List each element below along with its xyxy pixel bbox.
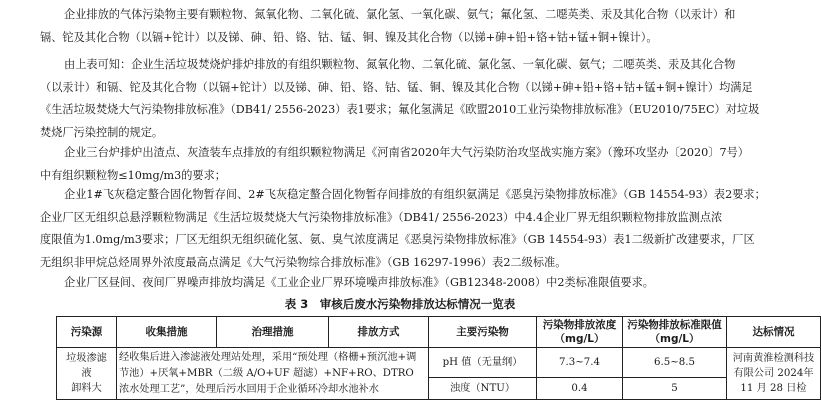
table-row [57, 348, 821, 378]
wastewater-table [56, 316, 821, 400]
paragraph [40, 184, 788, 274]
pollutant-cell: pH 值（无量纲） [429, 348, 537, 378]
col-header-treat: 治理措施 [217, 317, 329, 348]
paragraph-line: 中有组织颗粒物≤10mg/m3的要求； [40, 168, 226, 182]
limit-cell: 5 [623, 378, 727, 400]
paragraph [40, 142, 788, 187]
paragraph-line: 度限值为1.0mg/m3要求；厂区无组织无组织硫化氢、氨、臭气浓度满足《恶臭污染物排放标准》（GB 14554-93）表1二级新扩改建要求，厂区 [40, 233, 755, 246]
paragraph-line: 焚烧厂污染控制的规定。 [40, 125, 164, 139]
paragraph-line: 企业厂区无组织总悬浮颗粒物满足《生活垃圾焚烧大气污染物排放标准》（DB41/ 2556-2023）中4.4企业厂界无组织颗粒物排放监测点浓 [40, 210, 723, 224]
col-header-conc: 污染物排放浓度（mg/L） [537, 317, 623, 348]
source-line-3: 卸料大 [71, 383, 102, 394]
status-cell: 河南黄淮检测科技有限公司 2024年 11 月 28 日检 [727, 348, 821, 400]
limit-cell: 6.5~8.5 [623, 348, 727, 378]
paragraph [40, 4, 788, 49]
col-header-collect: 收集措施 [117, 317, 217, 348]
paragraph [40, 272, 788, 295]
paragraph-line: 《生活垃圾焚烧大气污染物排放标准》（DB41/ 2556-2023）表1要求；氟化氢满足《欧盟2010工业污染物排放标准》（EU2010/75EC）对垃圾 [40, 103, 760, 116]
paragraph-line: （以汞计）和镉、铊及其化合物（以镉+铊计）以及锑、砷、铅、铬、钴、锰、铜、镍及其化合物（以锑+砷+铅+铬+钴+锰+铜+镍计）均满足 [40, 80, 753, 94]
conc-cell: 0.4 [537, 378, 623, 400]
paragraph-line: 企业排放的气体污染物主要有颗粒物、氮氧化物、二氧化硫、氯化氢、一氧化碳、氨气；氟化氢、二噁英类、汞及其化合物（以汞计）和 [64, 8, 736, 21]
col-header-status: 达标情况 [727, 317, 821, 348]
paragraph-line: 镉、铊及其化合物（以镉+铊计）以及锑、砷、铅、铬、钴、锰、铜、镍及其化合物（以锑+砷+铅+铬+钴+锰+铜+镍计）。 [40, 30, 658, 44]
source-cell [57, 348, 117, 400]
source-line-2: 液 [81, 368, 92, 379]
paragraph-line: 企业1#飞灰稳定螯合固化物暂存间、2#飞灰稳定螯合固化物暂存间排放的有组织氨满足《恶臭污染物排放标准》（GB 14554-93）表2要求； [64, 188, 766, 201]
paragraph-line: 企业厂区昼间、夜间厂界噪声排放均满足《工业企业厂界环境噪声排放标准》（GB12348-2008）中2类标准限值要求。 [64, 276, 654, 289]
pollutant-cell: 浊度（NTU） [429, 378, 537, 400]
conc-cell: 7.3~7.4 [537, 348, 623, 378]
source-line-1: 垃圾渗滤 [66, 353, 107, 364]
paragraph [40, 54, 788, 144]
col-header-limit: 污染物排放标准限值（mg/L） [623, 317, 727, 348]
table-title: 表 3 审核后废水污染物排放达标情况一览表 [284, 297, 516, 311]
paragraph-line: 无组织非甲烷总烃周界外浓度最高点满足《大气污染物综合排放标准》（GB 16297-1996）表2二级标准。 [40, 255, 567, 269]
paragraph-line: 由上表可知：企业生活垃圾焚烧炉排炉排放的有组织颗粒物、氮氧化物、二氧化硫、氯化氢、一氧化碳、氨气；二噁英类、汞及其化合物 [64, 58, 736, 71]
table-header-row [57, 317, 821, 348]
col-header-pollutant: 主要污染物 [429, 317, 537, 348]
col-header-source: 污染源 [57, 317, 117, 348]
treatment-description: 经收集后进入渗滤液处理站处理，采用“预处理（格栅+预沉池+调节池）+厌氧+MBR（二级 A/O+UF 超滤）+NF+RO、DTRO 浓水处理工艺”，处理后污水回用于企业循环冷却水池补水 [117, 348, 429, 400]
col-header-discharge: 排放方式 [329, 317, 429, 348]
paragraph-line: 企业三台炉排炉出渣点、灰渣装车点排放的有组织颗粒物满足《河南省2020年大气污染防治攻坚战实施方案》（豫环攻坚办〔2020〕7号） [64, 146, 749, 159]
